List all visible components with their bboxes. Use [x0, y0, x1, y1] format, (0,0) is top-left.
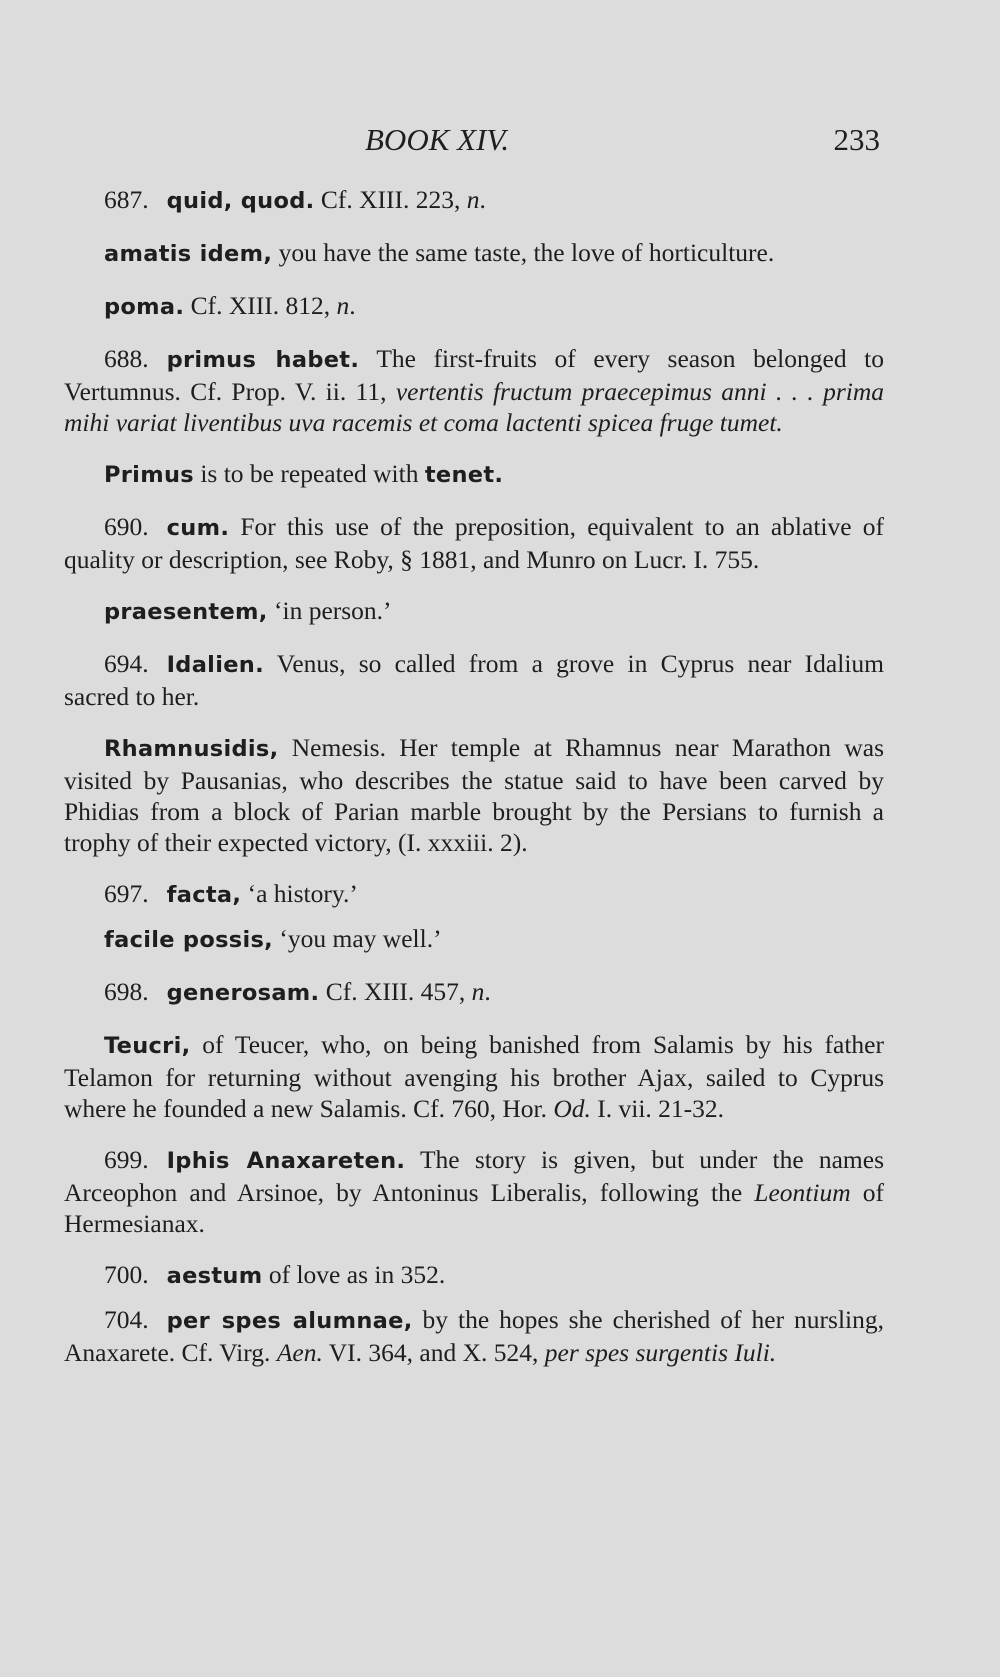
note-paragraph — [64, 1029, 884, 1124]
lemma: Idalien. — [166, 652, 264, 678]
note-text: The story is given, but under the names Arceophon and Arsinoe, by Antoninus Liberalis, following the — [64, 1145, 884, 1207]
note-paragraph — [64, 458, 884, 491]
note-text: The first-fruits of every season belonged to Vertumnus. Cf. Prop. V. ii. 11, — [64, 344, 884, 406]
note-text: of Hermesianax. — [64, 1178, 884, 1238]
lemma: amatis idem, — [104, 241, 273, 267]
note-text: of Teucer, who, on being banished from Salamis by his father Telamon for returning without avenging his brother Ajax, sailed to Cyprus where he founded a new Salamis. Cf. 760, Hor. — [64, 1030, 884, 1123]
line-number: 694. — [104, 649, 149, 678]
book-title: BOOK XIV. — [365, 122, 510, 157]
italic-text: n — [471, 977, 485, 1006]
note-text: . — [484, 977, 491, 1006]
bold-text: tenet. — [424, 462, 504, 488]
note-text: . — [479, 185, 486, 214]
note-text: For this use of the preposition, equivalent to an ablative of quality or description, see Roby, § 1881, and Munro on Lucr. I. 755. — [64, 512, 884, 574]
line-number: 697. — [104, 879, 149, 908]
note-paragraph — [64, 290, 884, 323]
note-paragraph — [64, 1304, 884, 1368]
commentary-notes — [64, 184, 884, 1388]
italic-text: Leontium — [754, 1178, 851, 1207]
lemma: Primus — [104, 462, 194, 488]
note-paragraph — [64, 648, 884, 712]
note-paragraph — [64, 184, 884, 217]
note-paragraph — [64, 343, 884, 438]
note-paragraph — [64, 237, 884, 270]
note-text: VI. 364, and X. 524, — [322, 1338, 545, 1367]
italic-text: n — [466, 185, 480, 214]
italic-text: per spes surgentis Iuli. — [544, 1338, 777, 1367]
lemma: cum. — [166, 515, 230, 541]
note-text: is to be repeated with — [193, 459, 425, 488]
italic-text: Aen. — [276, 1338, 323, 1367]
page-number: 233 — [833, 122, 880, 157]
note-text: ‘you may well.’ — [273, 924, 442, 953]
note-text: of love as in 352. — [262, 1260, 446, 1289]
note-paragraph — [64, 1144, 884, 1239]
note-paragraph — [64, 878, 884, 911]
italic-text: vertentis fructum praecepimus anni . . . prima mihi variat liventibus uva racemis et coma lactenti spicea fruge tumet. — [64, 377, 884, 437]
note-paragraph — [64, 732, 884, 858]
note-text: I. vii. 21-32. — [590, 1094, 725, 1123]
lemma: Rhamnusidis, — [104, 736, 279, 762]
note-paragraph — [64, 923, 884, 956]
line-number: 690. — [104, 512, 149, 541]
line-number: 699. — [104, 1145, 149, 1174]
lemma: primus habet. — [166, 347, 360, 373]
lemma: Teucri, — [104, 1033, 191, 1059]
note-paragraph — [64, 511, 884, 575]
note-text: Cf. XIII. 457, — [319, 977, 472, 1006]
line-number: 704. — [104, 1305, 149, 1334]
lemma: quid, quod. — [166, 188, 315, 214]
running-header — [60, 122, 880, 162]
note-text: by the hopes she cherished of her nursling, Anaxarete. Cf. Virg. — [64, 1305, 884, 1367]
note-text: Venus, so called from a grove in Cyprus near Idalium sacred to her. — [64, 649, 884, 711]
line-number: 688. — [104, 344, 149, 373]
lemma: Iphis Anaxareten. — [166, 1148, 406, 1174]
lemma: facile possis, — [104, 927, 274, 953]
lemma: per spes alumnae, — [166, 1308, 413, 1334]
note-paragraph — [64, 976, 884, 1009]
note-text: ‘a history.’ — [241, 879, 358, 908]
note-paragraph — [64, 595, 884, 628]
note-text: Nemesis. Her temple at Rhamnus near Marathon was visited by Pausanias, who describes the statue said to have been carved by Phidias from a block of Parian marble brought by the Persians to furnish a trophy of their expected victory, (I. xxxiii. 2). — [64, 733, 884, 857]
note-text: ‘in person.’ — [267, 596, 392, 625]
lemma: generosam. — [166, 980, 320, 1006]
note-text: you have the same taste, the love of horticulture. — [272, 238, 775, 267]
lemma: praesentem, — [104, 599, 268, 625]
line-number: 698. — [104, 977, 149, 1006]
line-number: 687. — [104, 185, 149, 214]
lemma: aestum — [166, 1263, 263, 1289]
note-text: Cf. XIII. 223, — [314, 185, 467, 214]
lemma: poma. — [104, 294, 185, 320]
italic-text: Od. — [553, 1094, 591, 1123]
italic-text: n — [336, 291, 350, 320]
note-text: . — [349, 291, 356, 320]
note-paragraph — [64, 1259, 884, 1292]
lemma: facta, — [166, 882, 242, 908]
line-number: 700. — [104, 1260, 149, 1289]
note-text: Cf. XIII. 812, — [184, 291, 337, 320]
